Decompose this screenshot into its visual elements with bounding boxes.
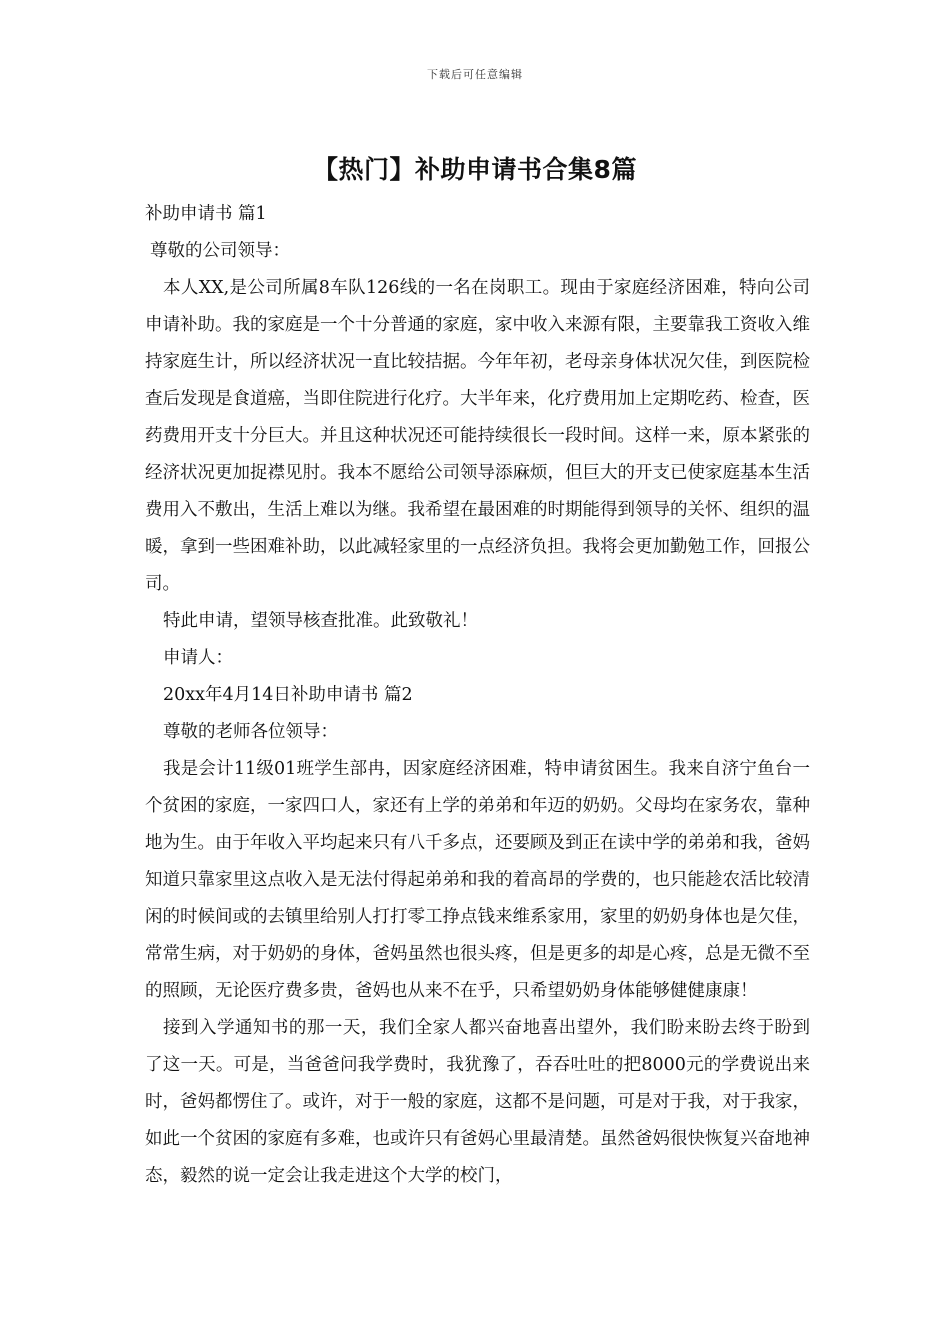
section-heading-1: 补助申请书 篇1 <box>145 204 267 224</box>
salutation-1: 尊敬的公司领导： <box>150 241 290 261</box>
date-and-heading-2: 20xx年4月14日补助申请书 篇2 <box>163 685 413 705</box>
applicant-label-1: 申请人： <box>163 648 233 668</box>
closing-1: 特此申请，望领导核查批准。此致敬礼！ <box>163 611 478 631</box>
paragraph-3: 接到入学通知书的那一天，我们全家人都兴奋地喜出望外，我们盼来盼去终于盼到了这一天。可是，当爸爸问我学费时，我犹豫了，吞吞吐吐的把8000元的学费说出来时，爸妈都愣住了。或许，对于一般的家庭，这都不是问题，可是对于我，对于我家，如此一个贫困的家庭有多难，也或许只有爸妈心里最清楚。虽然爸妈很快恢复兴奋地神态，毅然的说一定会让我走进这个大学的校门， <box>145 1018 810 1186</box>
paragraph-1: 本人XX,是公司所属8车队126线的一名在岗职工。现由于家庭经济困难，特向公司申请补助。我的家庭是一个十分普通的家庭，家中收入来源有限，主要靠我工资收入维持家庭生计，所以经济状况一直比较拮据。今年年初，老母亲身体状况欠佳，到医院检查后发现是食道癌，当即住院进行化疗。大半年来，化疗费用加上定期吃药、检查，医药费用开支十分巨大。并且这种状况还可能持续很长一段时间。这样一来，原本紧张的经济状况更加捉襟见肘。我本不愿给公司领导添麻烦，但巨大的开支已使家庭基本生活费用入不敷出，生活上难以为继。我希望在最困难的时期能得到领导的关怀、组织的温暖，拿到一些困难补助，以此减轻家里的一点经济负担。我将会更加勤勉工作，回报公司。 <box>145 278 810 594</box>
paragraph-2: 我是会计11级01班学生部冉，因家庭经济困难，特申请贫困生。我来自济宁鱼台一个贫困的家庭，一家四口人，家还有上学的弟弟和年迈的奶奶。父母均在家务农，靠种地为生。由于年收入平均起来只有八千多点，还要顾及到正在读中学的弟弟和我，爸妈知道只靠家里这点收入是无法付得起弟弟和我的着高昂的学费的，也只能趁农活比较清闲的时候间或的去镇里给别人打打零工挣点钱来维系家用，家里的奶奶身体也是欠佳，常常生病，对于奶奶的身体，爸妈虽然也很头疼，但是更多的却是心疼，总是无微不至的照顾，无论医疗费多贵，爸妈也从来不在乎，只希望奶奶身体能够健健康康！ <box>145 759 810 1001</box>
document-title: 【热门】补助申请书合集8篇 <box>313 155 637 184</box>
header-note: 下载后可任意编辑 <box>427 68 523 81</box>
document-body <box>145 196 810 1195</box>
salutation-2: 尊敬的老师各位领导： <box>163 722 338 742</box>
